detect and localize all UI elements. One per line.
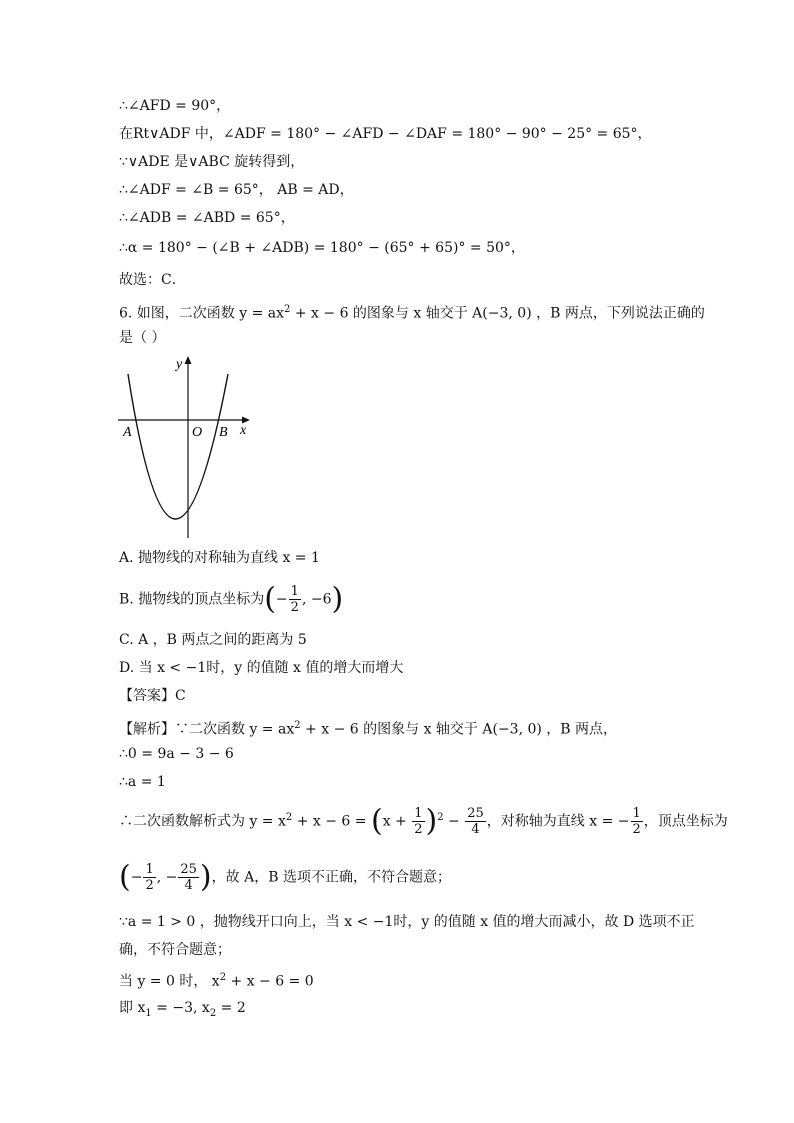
answer-label: 【答案】C bbox=[119, 688, 186, 704]
option-a: A. 抛物线的对称轴为直线 x = 1 bbox=[119, 550, 320, 566]
option-c: C. A ，B 两点之间的距离为 5 bbox=[119, 632, 307, 648]
analysis-line-5: (− $\frac{1}{2}$ , − $\frac{25}{4}$ )，故 A，B 选项不正确，不符合题意； bbox=[119, 859, 451, 895]
label-y: y bbox=[176, 357, 183, 372]
label-b: B bbox=[219, 425, 228, 440]
analysis-line-6: ∵a = 1 > 0 ，抛物线开口向上，当 x < −1时，y 的值随 x 值的增大而减小，故 D 选项不正 bbox=[119, 914, 695, 930]
analysis-line-8: 当 y = 0 时， $x^2 + x - 6 = 0$ bbox=[119, 972, 314, 990]
label-o: O bbox=[192, 425, 203, 440]
solution-line-5: ∴∠ADB = ∠ABD = 65°， bbox=[119, 210, 295, 226]
solution-line-1: ∴∠AFD = 90°， bbox=[119, 98, 231, 114]
analysis-line-4: ∴二次函数解析式为 $y = x^2 + x - 6 = (x$ + $\frac{1}{2}$ )$^2$ − $\frac{25}{4}$ ，对称轴为直线 x = − $\frac{1}{2}$ ，顶点坐标为 bbox=[119, 803, 728, 839]
y-axis-arrow bbox=[185, 356, 192, 364]
option-b: B. 抛物线的顶点坐标为(− $\frac{1}{2}$ , −6) bbox=[119, 581, 344, 617]
label-a: A bbox=[123, 425, 132, 440]
solution-line-4: ∴∠ADF = ∠B = 65°， AB = AD， bbox=[119, 182, 354, 198]
option-d: D. 当 x < −1时，y 的值随 x 值的增大而增大 bbox=[119, 660, 404, 676]
analysis-line-9: 即 $x_1 = -3$, $x_2 = 2$ bbox=[119, 1000, 246, 1019]
analysis-line-7: 确，不符合题意； bbox=[119, 942, 231, 958]
solution-line-2: 在Rt∨ADF 中，∠ADF = 180° − ∠AFD − ∠DAF = 180° − 90° − 25° = 65°， bbox=[119, 126, 652, 142]
analysis-line-1: 【解析】∵二次函数 $y = ax^2 + x - 6$ 的图象与 x 轴交于 A(−3, 0) ，B 两点， bbox=[119, 720, 618, 738]
parabola-graph bbox=[116, 352, 256, 544]
analysis-line-3: ∴a = 1 bbox=[119, 774, 166, 790]
question-stem: 6. 如图，二次函数 $y = ax^2 + x - 6$ 的图象与 x 轴交于 A(−3, 0) ，B 两点，下列说法正确的 bbox=[119, 304, 705, 322]
question-stem-cont: 是（ ） bbox=[119, 330, 166, 346]
solution-line-6: ∴α = 180° − (∠B + ∠ADB) = 180° − (65° + 65)° = 50°， bbox=[119, 240, 525, 256]
analysis-line-2: ∴0 = 9a − 3 − 6 bbox=[119, 746, 234, 762]
solution-line-3: ∵∨ADE 是∨ABC 旋转得到， bbox=[119, 154, 305, 170]
solution-line-7: 故选：C． bbox=[119, 272, 186, 288]
parabola-curve bbox=[128, 374, 228, 519]
label-x: x bbox=[240, 423, 247, 438]
